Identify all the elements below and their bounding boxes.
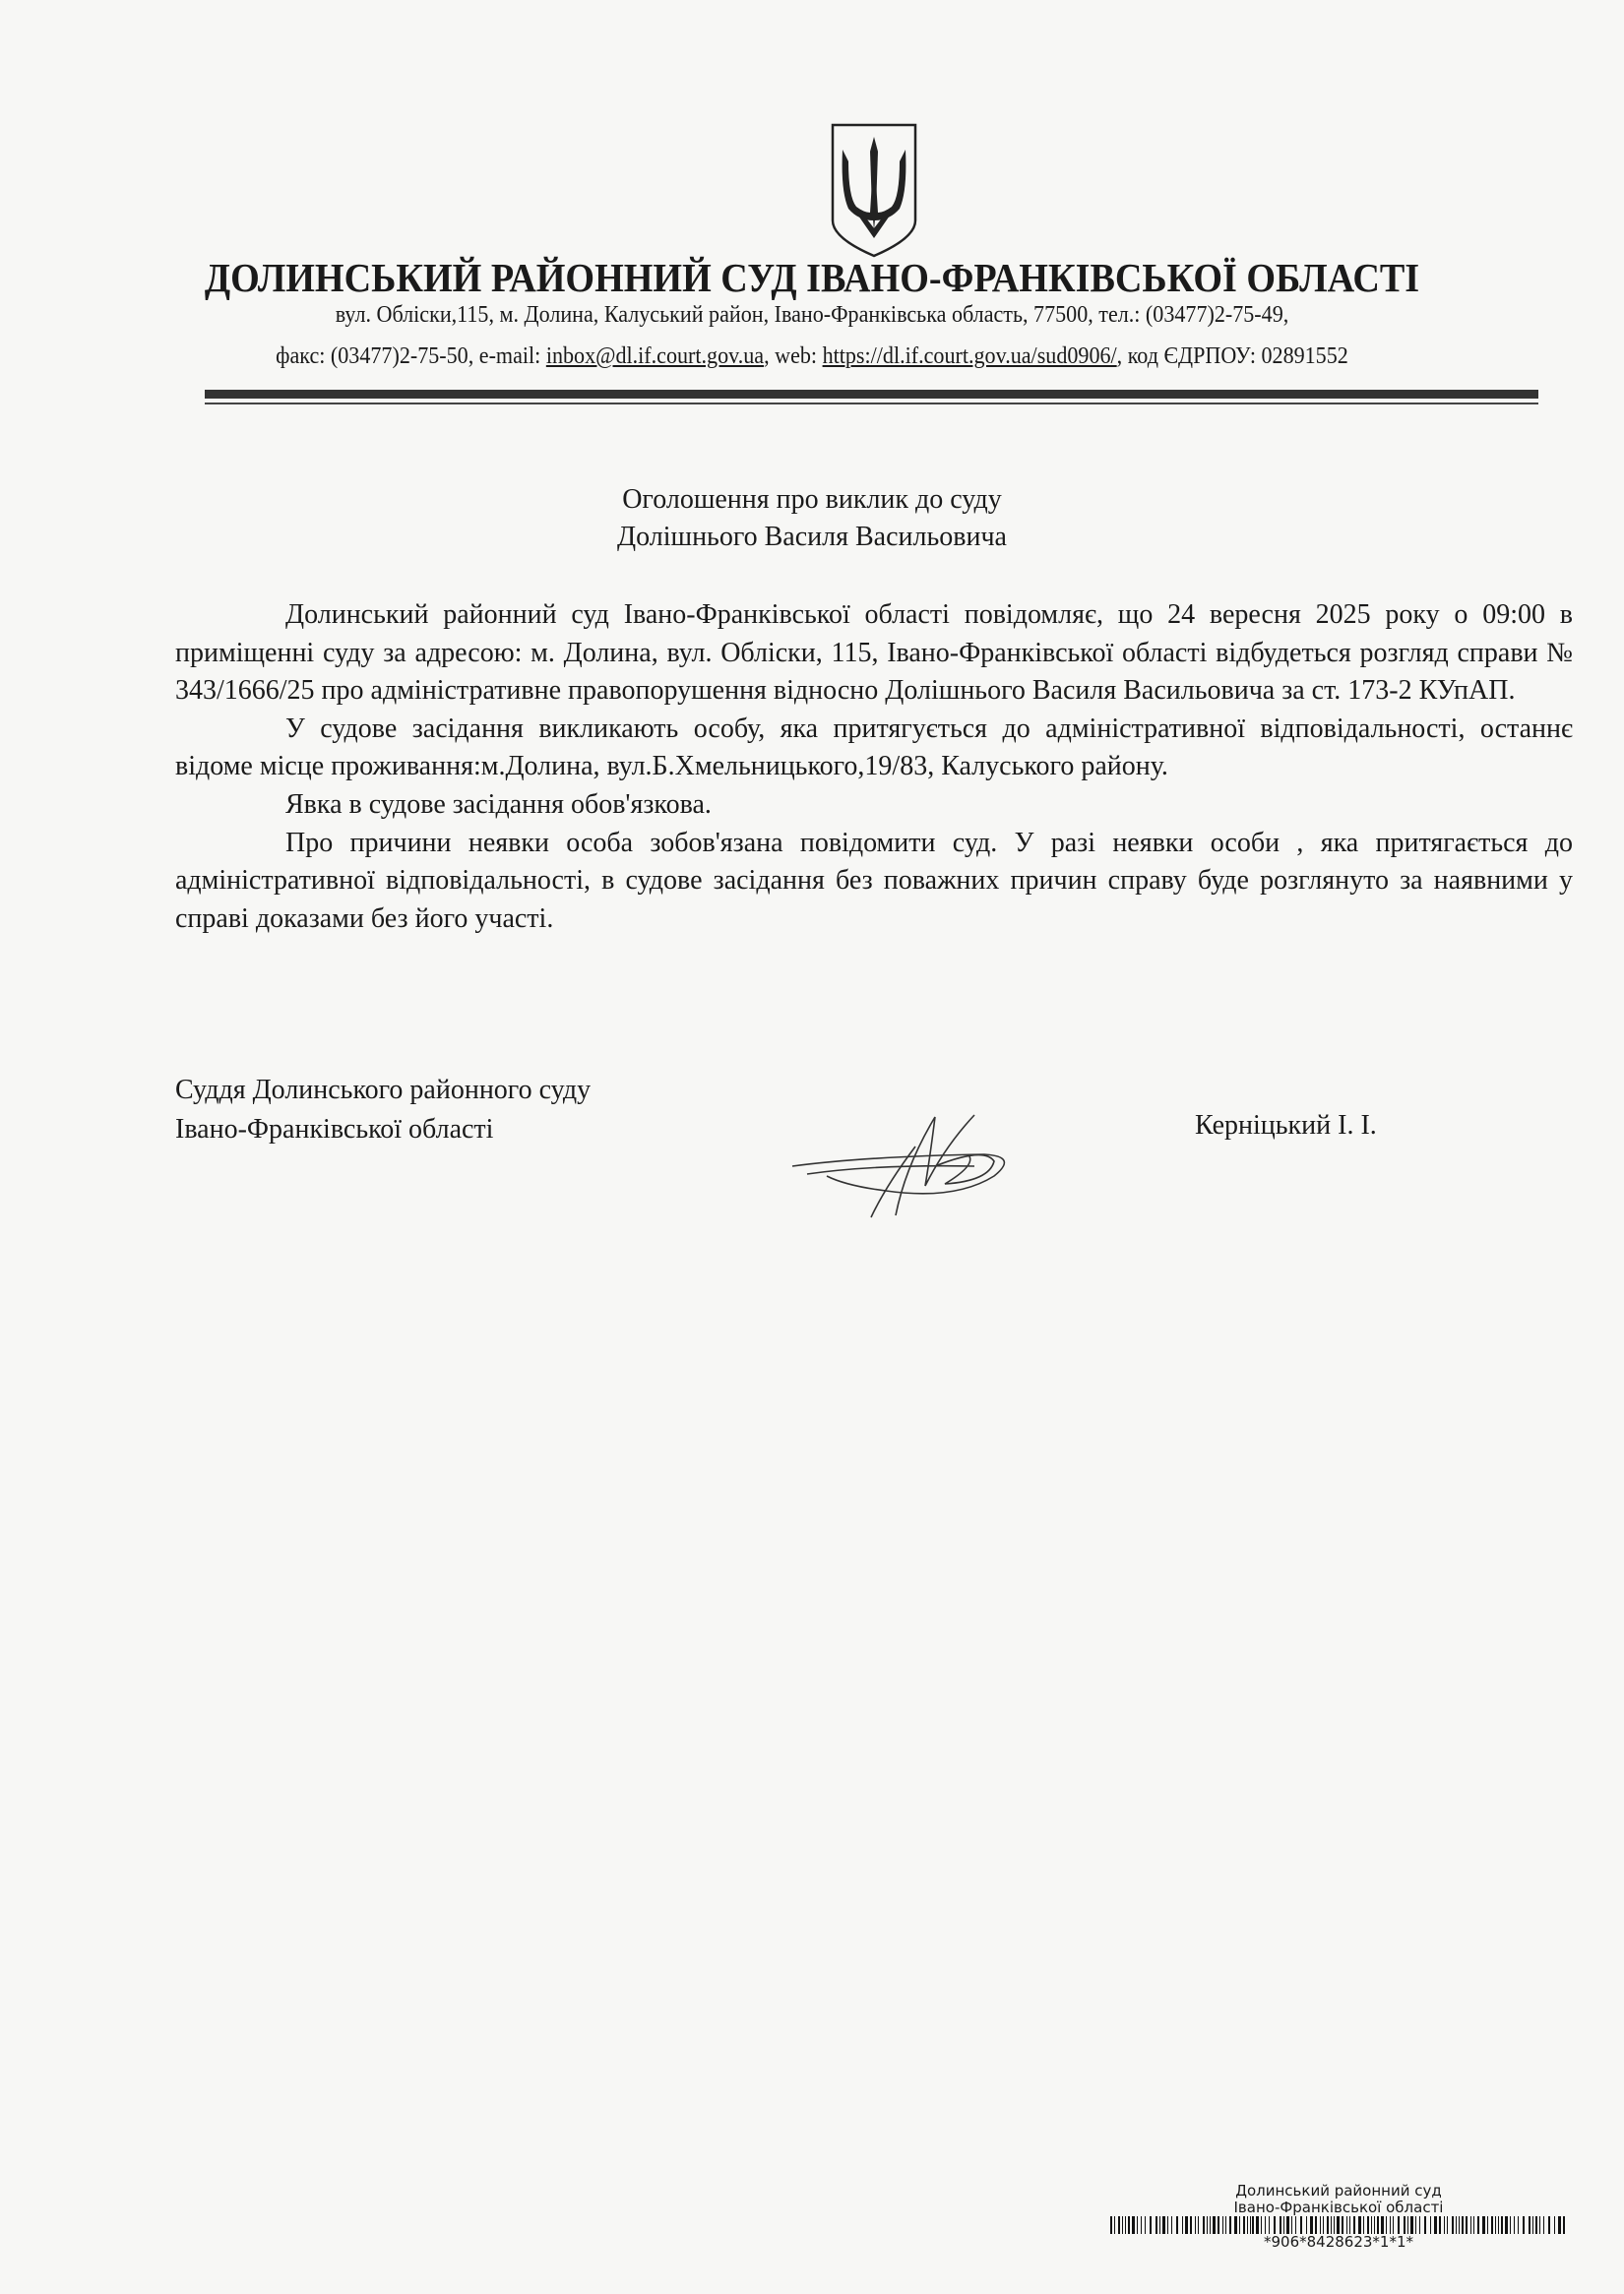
barcode-bar (1563, 2216, 1565, 2234)
barcode-bar (1185, 2216, 1188, 2234)
barcode-bar (1229, 2216, 1231, 2234)
barcode-bar (1459, 2216, 1460, 2234)
barcode-bar (1207, 2216, 1208, 2234)
barcode-bar (1323, 2216, 1324, 2234)
barcode-bar (1470, 2216, 1471, 2234)
barcode-bar (1337, 2216, 1340, 2234)
barcode-bar (1558, 2216, 1561, 2234)
court-address: вул. Обліски,115, м. Долина, Калуський район, Івано-Франківська область, 77500, тел.: (03477)2-75-49, (335, 302, 1289, 328)
barcode-bar (1252, 2216, 1254, 2234)
body-paragraph: Про причини неявки особа зобов'язана повідомити суд. У разі неявки особи , яка притягається до адміністративної відповідальності, в судове засідання без поважних причин справу буде розглянуто за наявними у справі доказами без його участі. (175, 827, 1573, 934)
barcode-bar (1456, 2216, 1457, 2234)
barcode-bar (1291, 2216, 1292, 2234)
barcode-bar (1218, 2216, 1219, 2234)
edrpou-code: , код ЄДРПОУ: 02891552 (1116, 343, 1348, 369)
barcode-bar (1501, 2216, 1503, 2234)
barcode-bar (1393, 2216, 1394, 2234)
barcode-bar (1261, 2216, 1262, 2234)
barcode-bar (1110, 2216, 1113, 2234)
trident-emblem-icon (829, 122, 919, 258)
barcode-bar (1122, 2216, 1123, 2234)
barcode-bar (1283, 2216, 1284, 2234)
barcode-bar (1156, 2216, 1157, 2234)
barcode-bar (1358, 2216, 1361, 2234)
barcode-bar (1398, 2216, 1400, 2234)
notice-addressee: Долішнього Василя Васильовича (617, 522, 1007, 552)
barcode-bar (1125, 2216, 1126, 2234)
barcode-bar (1327, 2216, 1329, 2234)
body-paragraph: Долинський районний суд Івано-Франківської області повідомляє, що 24 вересня 2025 року о 09:00 в приміщенні суду за адресою: м. Долина, вул. Обліски, 115, Івано-Франківської області відбудеться розгляд справи № 343/1666/25 про адміністративне правопорушення відносно Долішнього Василя Васильовича за ст. 173-2 КУпАП. (175, 599, 1573, 707)
barcode-bar (1434, 2216, 1437, 2234)
barcode-bar (1505, 2216, 1508, 2234)
barcode-bar (1128, 2216, 1130, 2234)
handwritten-signature (787, 1107, 1024, 1225)
barcode-bar (1300, 2216, 1302, 2234)
barcode-bar (1349, 2216, 1350, 2234)
document-stamp-footer (1107, 2183, 1570, 2251)
barcode-bar (1510, 2216, 1511, 2234)
barcode-bar (1377, 2216, 1379, 2234)
barcode-bar (1280, 2216, 1281, 2234)
barcode-bar (1182, 2216, 1183, 2234)
barcode-bar (1239, 2216, 1240, 2234)
barcode-bar (1195, 2216, 1196, 2234)
barcode-bar (1407, 2216, 1408, 2234)
barcode-bar (1269, 2216, 1270, 2234)
barcode-bar (1367, 2216, 1369, 2234)
barcode-bar (1274, 2216, 1276, 2234)
barcode-bar (1310, 2216, 1313, 2234)
barcode-bar (1529, 2216, 1530, 2234)
notice-title: Оголошення про виклик до суду (622, 484, 1002, 515)
barcode-bar (1342, 2216, 1343, 2234)
barcode-bar (1404, 2216, 1405, 2234)
barcode-bar (1331, 2216, 1332, 2234)
judge-position-line: Суддя Долинського районного суду (175, 1075, 592, 1105)
court-contacts (65, 343, 1559, 370)
barcode-bar (1334, 2216, 1335, 2234)
barcode-bar (1495, 2216, 1496, 2234)
barcode-bar (1430, 2216, 1431, 2234)
barcode-bar (1415, 2216, 1416, 2234)
barcode-bar (1315, 2216, 1317, 2234)
barcode-bar (1532, 2216, 1533, 2234)
barcode-bar (1381, 2216, 1384, 2234)
barcode-bar (1452, 2216, 1454, 2234)
barcode-bar (1132, 2216, 1135, 2234)
barcode-bar (1198, 2216, 1199, 2234)
barcode-bar (1447, 2216, 1448, 2234)
barcode-bar (1554, 2216, 1555, 2234)
barcode-bar (1374, 2216, 1375, 2234)
body-paragraph: У судове засідання викликають особу, яка притягується до адміністративної відповідальності, останнє відоме місце проживання:м.Долина, вул.Б.Хмельницького,19/83, Калуського району. (175, 713, 1573, 782)
barcode-bar (1518, 2216, 1519, 2234)
barcode-bar (1410, 2216, 1413, 2234)
barcode-bar (1118, 2216, 1120, 2234)
email-link[interactable]: inbox@dl.if.court.gov.ua (545, 343, 765, 369)
barcode-bar (1543, 2216, 1544, 2234)
footer-court-name: Долинський районний суд (1235, 2182, 1442, 2200)
barcode-bar (1306, 2216, 1307, 2234)
barcode-bar (1222, 2216, 1223, 2234)
barcode-bar (1346, 2216, 1347, 2234)
barcode-bar (1265, 2216, 1266, 2234)
barcode-bar (1487, 2216, 1488, 2234)
judge-position-line: Івано-Франківської області (175, 1114, 494, 1145)
barcode-bar (1286, 2216, 1289, 2234)
barcode-bar (1213, 2216, 1216, 2234)
barcode-bar (1247, 2216, 1248, 2234)
barcode-bar (1145, 2216, 1146, 2234)
barcode-bar (1167, 2216, 1168, 2234)
barcode-bar (1190, 2216, 1192, 2234)
notice-body (175, 596, 1573, 938)
barcode-bar (1162, 2216, 1165, 2234)
barcode-bar (1390, 2216, 1391, 2234)
barcode-bar (1491, 2216, 1493, 2234)
barcode-bar (1256, 2216, 1259, 2234)
judge-position (175, 1071, 591, 1149)
barcode-bar (1353, 2216, 1355, 2234)
barcode-bar (1176, 2216, 1178, 2234)
barcode-bar (1386, 2216, 1387, 2234)
barcode-bar (1363, 2216, 1364, 2234)
barcode-bar (1171, 2216, 1172, 2234)
barcode-bar (1523, 2216, 1525, 2234)
barcode-bar (1371, 2216, 1372, 2234)
barcode-bar (1225, 2216, 1226, 2234)
barcode (1110, 2216, 1568, 2234)
barcode-bar (1482, 2216, 1485, 2234)
judge-name: Керніцький І. І. (1195, 1110, 1377, 1141)
barcode-bar (1159, 2216, 1160, 2234)
barcode-bar (1320, 2216, 1321, 2234)
fax-text: факс: (03477)2-75-50, e-mail: (276, 343, 546, 369)
barcode-bar (1203, 2216, 1205, 2234)
barcode-number: *906*8428623*1*1* (1263, 2233, 1414, 2251)
barcode-bar (1295, 2216, 1296, 2234)
barcode-bar (1439, 2216, 1441, 2234)
court-name-title: ДОЛИНСЬКИЙ РАЙОННИЙ СУД ІВАНО-ФРАНКІВСЬКОЇ ОБЛАСТІ (204, 255, 1420, 300)
barcode-bar (1514, 2216, 1515, 2234)
barcode-bar (1444, 2216, 1445, 2234)
barcode-bar (1473, 2216, 1474, 2234)
barcode-bar (1137, 2216, 1138, 2234)
web-link[interactable]: https://dl.if.court.gov.ua/sud0906/ (822, 343, 1117, 369)
barcode-bar (1548, 2216, 1550, 2234)
barcode-bar (1535, 2216, 1538, 2234)
barcode-bar (1234, 2216, 1237, 2234)
barcode-bar (1250, 2216, 1251, 2234)
barcode-bar (1424, 2216, 1426, 2234)
barcode-bar (1419, 2216, 1420, 2234)
barcode-bar (1462, 2216, 1465, 2234)
letterhead-divider-thick (205, 390, 1538, 399)
body-paragraph: Явка в судове засідання обов'язкова. (285, 788, 712, 820)
web-label: , web: (764, 343, 823, 369)
barcode-bar (1210, 2216, 1211, 2234)
barcode-bar (1243, 2216, 1245, 2234)
barcode-bar (1498, 2216, 1499, 2234)
barcode-bar (1150, 2216, 1152, 2234)
footer-court-region: Івано-Франківської області (1233, 2199, 1444, 2216)
barcode-bar (1539, 2216, 1540, 2234)
barcode-bar (1141, 2216, 1142, 2234)
barcode-bar (1466, 2216, 1468, 2234)
barcode-bar (1114, 2216, 1115, 2234)
letterhead-divider-thin (205, 403, 1538, 404)
barcode-bar (1477, 2216, 1479, 2234)
